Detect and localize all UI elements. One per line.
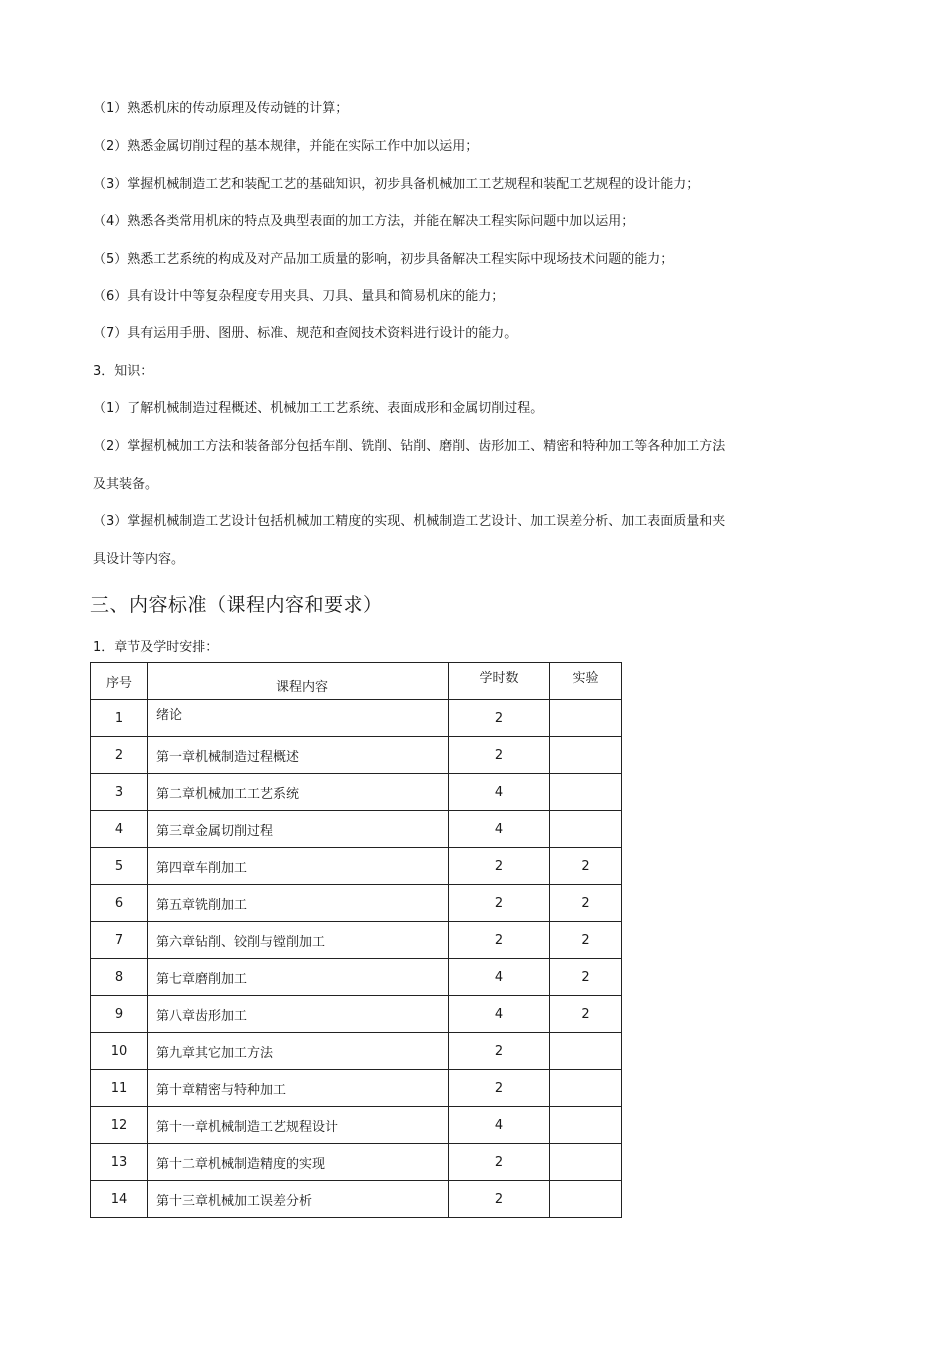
row-lab: 2 [550,885,622,922]
row-content: 第九章其它加工方法 [148,1033,449,1070]
row-lab [550,700,622,737]
table-row [91,811,622,848]
row-hours: 2 [449,737,550,774]
row-hours: 2 [449,1070,550,1107]
row-content: 第四章车削加工 [148,848,449,885]
row-hours: 2 [449,885,550,922]
knowledge-title: 3．知识： [93,364,154,379]
row-content: 第十章精密与特种加工 [148,1070,449,1107]
row-content: 第七章磨削加工 [148,959,449,996]
row-lab [550,1181,622,1218]
ability-item-5: （5）熟悉工艺系统的构成及对产品加工质量的影响，初步具备解决工程实际中现场技术问题的能力； [93,252,674,267]
row-lab [550,1144,622,1181]
row-number: 12 [91,1107,148,1144]
row-content: 第六章钻削、铰削与镗削加工 [148,922,449,959]
schedule-title: 1．章节及学时安排： [93,640,219,655]
row-number: 5 [91,848,148,885]
ability-item-4: （4）熟悉各类常用机床的特点及典型表面的加工方法，并能在解决工程实际问题中加以运用； [93,214,635,229]
row-content: 第十三章机械加工误差分析 [148,1181,449,1218]
table-row [91,848,622,885]
row-lab: 2 [550,922,622,959]
row-content: 第十一章机械制造工艺规程设计 [148,1107,449,1144]
row-hours: 2 [449,1033,550,1070]
table-row [91,1107,622,1144]
knowledge-line-1: （1）了解机械制造过程概述、机械加工工艺系统、表面成形和金属切削过程。 [93,401,544,416]
ability-item-6: （6）具有设计中等复杂程度专用夹具、刀具、量具和简易机床的能力； [93,289,505,304]
table-row [91,1181,622,1218]
row-number: 13 [91,1144,148,1181]
row-hours: 4 [449,1107,550,1144]
row-number: 9 [91,996,148,1033]
row-number: 3 [91,774,148,811]
row-lab [550,1070,622,1107]
ability-item-3: （3）掌握机械制造工艺和装配工艺的基础知识，初步具备机械加工工艺规程和装配工艺规程的设计能力； [93,177,700,192]
row-content: 第一章机械制造过程概述 [148,737,449,774]
row-hours: 2 [449,1144,550,1181]
row-number: 7 [91,922,148,959]
row-number: 14 [91,1181,148,1218]
row-hours: 2 [449,700,550,737]
ability-item-7: （7）具有运用手册、图册、标准、规范和查阅技术资料进行设计的能力。 [93,326,518,341]
table-row [91,959,622,996]
row-number: 4 [91,811,148,848]
row-lab: 2 [550,959,622,996]
row-content: 第二章机械加工工艺系统 [148,774,449,811]
section-heading: 三、内容标准（课程内容和要求） [90,594,383,616]
row-lab: 2 [550,848,622,885]
row-number: 6 [91,885,148,922]
row-hours: 2 [449,1181,550,1218]
table-row [91,996,622,1033]
row-content: 第五章铣削加工 [148,885,449,922]
row-number: 8 [91,959,148,996]
row-number: 1 [91,700,148,737]
table-row [91,737,622,774]
row-hours: 2 [449,922,550,959]
row-hours: 4 [449,996,550,1033]
table-row [91,1144,622,1181]
table-row [91,1033,622,1070]
table-row [91,1070,622,1107]
ability-item-1: （1）熟悉机床的传动原理及传动链的计算； [93,101,349,116]
row-hours: 4 [449,811,550,848]
table-row [91,885,622,922]
row-hours: 4 [449,959,550,996]
header-no: 序号 [91,663,148,700]
knowledge-line-4: （3）掌握机械制造工艺设计包括机械加工精度的实现、机械制造工艺设计、加工误差分析、加工表面质量和夹 [93,514,726,529]
row-number: 2 [91,737,148,774]
row-lab [550,774,622,811]
row-lab [550,811,622,848]
table-body [91,700,622,1218]
header-lab: 实验 [550,663,622,700]
row-lab [550,1107,622,1144]
table-header-row [91,663,622,700]
row-number: 10 [91,1033,148,1070]
header-content: 课程内容 [148,663,449,700]
row-content: 第八章齿形加工 [148,996,449,1033]
knowledge-line-5: 具设计等内容。 [93,552,185,567]
knowledge-line-3: 及其装备。 [93,477,159,492]
row-content: 第三章金属切削过程 [148,811,449,848]
row-lab [550,737,622,774]
schedule-table [90,662,622,1218]
row-lab: 2 [550,996,622,1033]
table-row [91,774,622,811]
row-hours: 4 [449,774,550,811]
ability-item-2: （2）熟悉金属切削过程的基本规律，并能在实际工作中加以运用； [93,139,479,154]
row-content: 绪论 [148,700,449,737]
knowledge-line-2: （2）掌握机械加工方法和装备部分包括车削、铣削、钻削、磨削、齿形加工、精密和特种加工等各种加工方法 [93,439,726,454]
table-row [91,700,622,737]
row-hours: 2 [449,848,550,885]
row-number: 11 [91,1070,148,1107]
row-lab [550,1033,622,1070]
header-hours: 学时数 [449,663,550,700]
table-row [91,922,622,959]
row-content: 第十二章机械制造精度的实现 [148,1144,449,1181]
